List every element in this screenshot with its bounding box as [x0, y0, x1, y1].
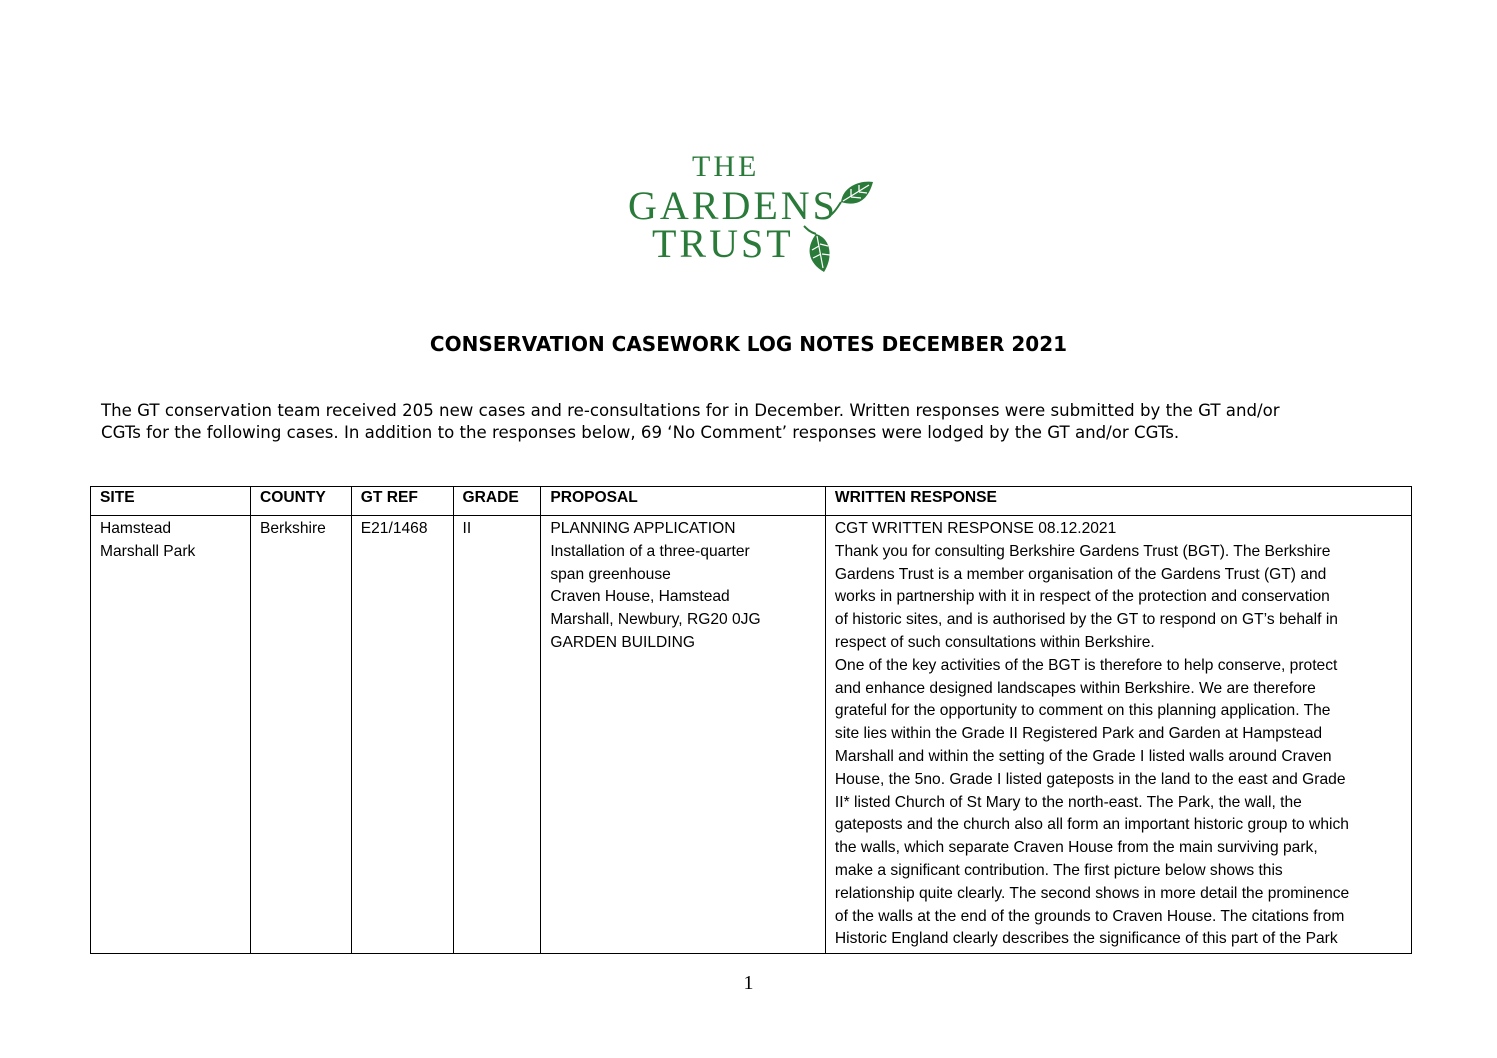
- response-line: works in partnership with it in respect of the protection and conservation: [834, 588, 1330, 606]
- logo-line-trust: TRUST: [652, 221, 794, 266]
- proposal-line: PLANNING APPLICATION: [550, 520, 736, 537]
- header-county: COUNTY: [250, 487, 351, 516]
- proposal-line: Craven House, Hamstead: [550, 588, 730, 606]
- cell-grade: II: [453, 516, 541, 954]
- intro-line: CGTs for the following cases. In addition to the responses below, 69 ‘No Comment’ responses were lodged by the GT and/or CGTs.: [101, 423, 1180, 442]
- header-grade: GRADE: [453, 487, 541, 516]
- proposal-line: Installation of a three-quarter: [550, 542, 750, 560]
- response-line: make a significant contribution. The first picture below shows this: [834, 861, 1283, 879]
- casework-table: [90, 486, 1412, 954]
- site-line: Hamstead: [100, 520, 172, 537]
- header-written-response: WRITTEN RESPONSE: [825, 487, 1411, 516]
- response-line: Marshall and within the setting of the Grade I listed walls around Craven: [834, 747, 1332, 765]
- response-line: CGT WRITTEN RESPONSE 08.12.2021: [834, 520, 1117, 537]
- logo-line-gardens: GARDENS: [628, 183, 838, 228]
- response-line: House, the 5no. Grade I listed gateposts in the land to the east and Grade: [834, 770, 1346, 788]
- proposal-line: Marshall, Newbury, RG20 0JG: [550, 611, 761, 629]
- proposal-line: GARDEN BUILDING: [550, 633, 696, 651]
- header-proposal: PROPOSAL: [541, 487, 826, 516]
- response-line: of the walls at the end of the grounds to Craven House. The citations from: [834, 907, 1345, 925]
- response-line: Historic England clearly describes the significance of this part of the Park: [834, 930, 1338, 948]
- response-line: Thank you for consulting Berkshire Gardens Trust (BGT). The Berkshire: [834, 542, 1331, 560]
- table-row: [91, 516, 1412, 954]
- response-line: II* listed Church of St Mary to the north-east. The Park, the wall, the: [834, 793, 1302, 811]
- response-line: of historic sites, and is authorised by the GT to respond on GT’s behalf in: [834, 611, 1338, 629]
- page-number: 1: [743, 972, 754, 994]
- response-line: relationship quite clearly. The second shows in more detail the prominence: [834, 884, 1350, 902]
- cell-county: Berkshire: [250, 516, 351, 954]
- cell-site: [91, 516, 251, 954]
- logo-line-the: THE: [692, 150, 760, 183]
- response-line: gateposts and the church also all form an important historic group to which: [834, 816, 1349, 834]
- cell-proposal: [541, 516, 826, 954]
- header-site: SITE: [91, 487, 251, 516]
- response-line: One of the key activities of the BGT is therefore to help conserve, protect: [834, 656, 1338, 674]
- response-line: the walls, which separate Craven House from the main surviving park,: [834, 839, 1318, 857]
- leaf-icon: [800, 222, 836, 274]
- response-line: site lies within the Grade II Registered Park and Garden at Hampstead: [834, 725, 1323, 743]
- site-line: Marshall Park: [100, 542, 196, 560]
- response-line: respect of such consultations within Berkshire.: [834, 633, 1155, 651]
- header-gt-ref: GT REF: [351, 487, 453, 516]
- intro-line: The GT conservation team received 205 new cases and re-consultations for in December. Written responses were submitted by the GT and/or: [101, 401, 1280, 420]
- leaf-icon: [817, 178, 877, 228]
- response-line: Gardens Trust is a member organisation of the Gardens Trust (GT) and: [834, 565, 1327, 583]
- proposal-line: span greenhouse: [550, 565, 671, 583]
- cell-gt-ref: E21/1468: [351, 516, 453, 954]
- response-line: grateful for the opportunity to comment on this planning application. The: [834, 702, 1331, 720]
- document-title: CONSERVATION CASEWORK LOG NOTES DECEMBER 2021: [429, 332, 1068, 356]
- intro-paragraph: [101, 400, 1411, 444]
- cell-written-response: [825, 516, 1411, 954]
- table-header-row: [91, 487, 1412, 516]
- gardens-trust-logo: [622, 140, 882, 275]
- response-line: and enhance designed landscapes within Berkshire. We are therefore: [834, 679, 1316, 697]
